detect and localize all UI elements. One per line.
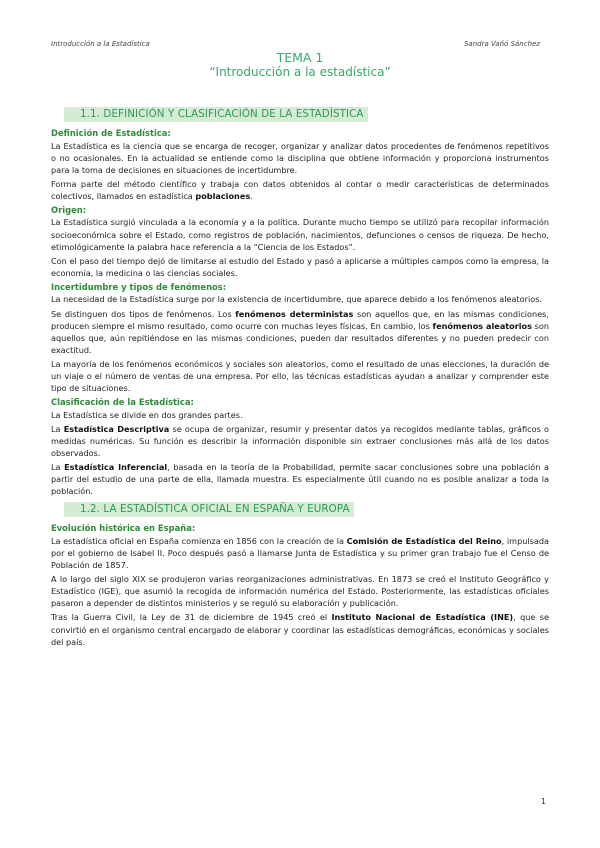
subheading-origen: Origen: [51,204,87,215]
title-sub: “Introducción a la estadística” [209,65,391,79]
paragraph: Forma parte del método científico y trabaja con datos obtenidos al contar o medir características de determinados colectivos, llamados en estadística poblaciones. [51,178,549,201]
paragraph: La Estadística es la ciencia que se encarga de recoger, organizar y analizar datos procedentes de fenómenos repetitivos o no ocasionales. En la actualidad se entiende como la disciplina que obtiene información y proporciona instrumentos para la toma de decisiones en situaciones de incertidumbre. [51,140,549,175]
section-heading-1: 1.1. DEFINICIÓN Y CLASIFICACIÓN DE LA ESTADÍSTICA [64,107,368,122]
paragraph: La estadística oficial en España comienza en 1856 con la creación de la Comisión de Estadística del Reino, impulsada por el gobierno de Isabel II. Poco después pasó a llamarse Junta de Estadística y su primer gran trabajo fue el Censo de Población de 1857. [51,535,549,571]
paragraph: Con el paso del tiempo dejó de limitarse al estudio del Estado y pasó a aplicarse a múltiples campos como la empresa, la economía, la medicina o las ciencias sociales. [51,255,549,278]
paragraph: La mayoría de los fenómenos económicos y sociales son aleatorios, como el resultado de unas elecciones, la duración de un viaje o el número de ventas de una empresa. Por ello, las técnicas estadísticas ayudan a analizar y comprender este tipo de situaciones. [51,358,549,394]
paragraph: La Estadística Descriptiva se ocupa de organizar, resumir y presentar datos ya recogidos mediante tablas, gráficos o medidas numéricas. Su función es describir la información disponible sin extraer conclusiones más allá de los datos observados. [51,423,549,458]
paragraph: La Estadística Inferencial, basada en la teoría de la Probabilidad, permite sacar conclusiones sobre una población a partir del estudio de una parte de ella, llamada muestra. Es especialmente útil cuando no es posible analizar a toda la población. [51,462,550,497]
header-left: Introducción a la Estadística [51,40,150,48]
subheading-evolucion: Evolución histórica en España: [51,523,196,534]
page-title [0,50,600,80]
paragraph: La necesidad de la Estadística surge por la existencia de incertidumbre, que aparece debido a los fenómenos aleatorios. [51,294,543,305]
subheading-clasificacion: Clasificación de la Estadística: [51,397,194,408]
paragraph: A lo largo del siglo XIX se produjeron varias reorganizaciones administrativas. En 1873 se creó el Instituto Geográfico y Estadístico (IGE), que asumió la recogida de información numérica del Estado. Posteriormente, las estadísticas oficiales pasaron a depender de distintos ministerios y se reguló su elaboración y publicación. [51,574,549,609]
paragraph: La Estadística se divide en dos grandes partes. [51,409,243,420]
header-right: Sandra Vañó Sánchez [463,40,540,48]
page-number: 1 [540,797,546,806]
paragraph: Se distinguen dos tipos de fenómenos. Los fenómenos deterministas son aquellos que, en las mismas condiciones, producen siempre el mismo resultado, como ocurre con muchas leyes físicas. En cambio, los fenómenos aleatorios son aquellos que, aún repitiéndose en las mismas condiciones, pueden dar resultados diferentes y no pueden predecir con exactitud. [51,308,550,355]
title-main: TEMA 1 [276,50,324,65]
paragraph: Tras la Guerra Civil, la Ley de 31 de diciembre de 1945 creó el Instituto Nacional de Estadística (INE), que se convirtió en el organismo central encargado de elaborar y coordinar las estadísticas demográficas, económicas y sociales del país. [51,612,549,647]
subheading-definicion: Definición de Estadística: [51,128,171,138]
subheading-incertidumbre: Incertidumbre y tipos de fenómenos: [51,281,227,292]
main-content [51,104,549,650]
paragraph: La Estadística surgió vinculada a la economía y a la política. Durante mucho tiempo se utilizó para recopilar información socioeconómica sobre el Estado, como registros de población, nacimientos, defunciones o censos de riqueza. De hecho, etimológicamente la palabra hace referencia a la “Ciencia de los Estados”. [51,217,549,252]
section-heading-2: 1.2. LA ESTADÍSTICA OFICIAL EN ESPAÑA Y EUROPA [64,502,354,517]
